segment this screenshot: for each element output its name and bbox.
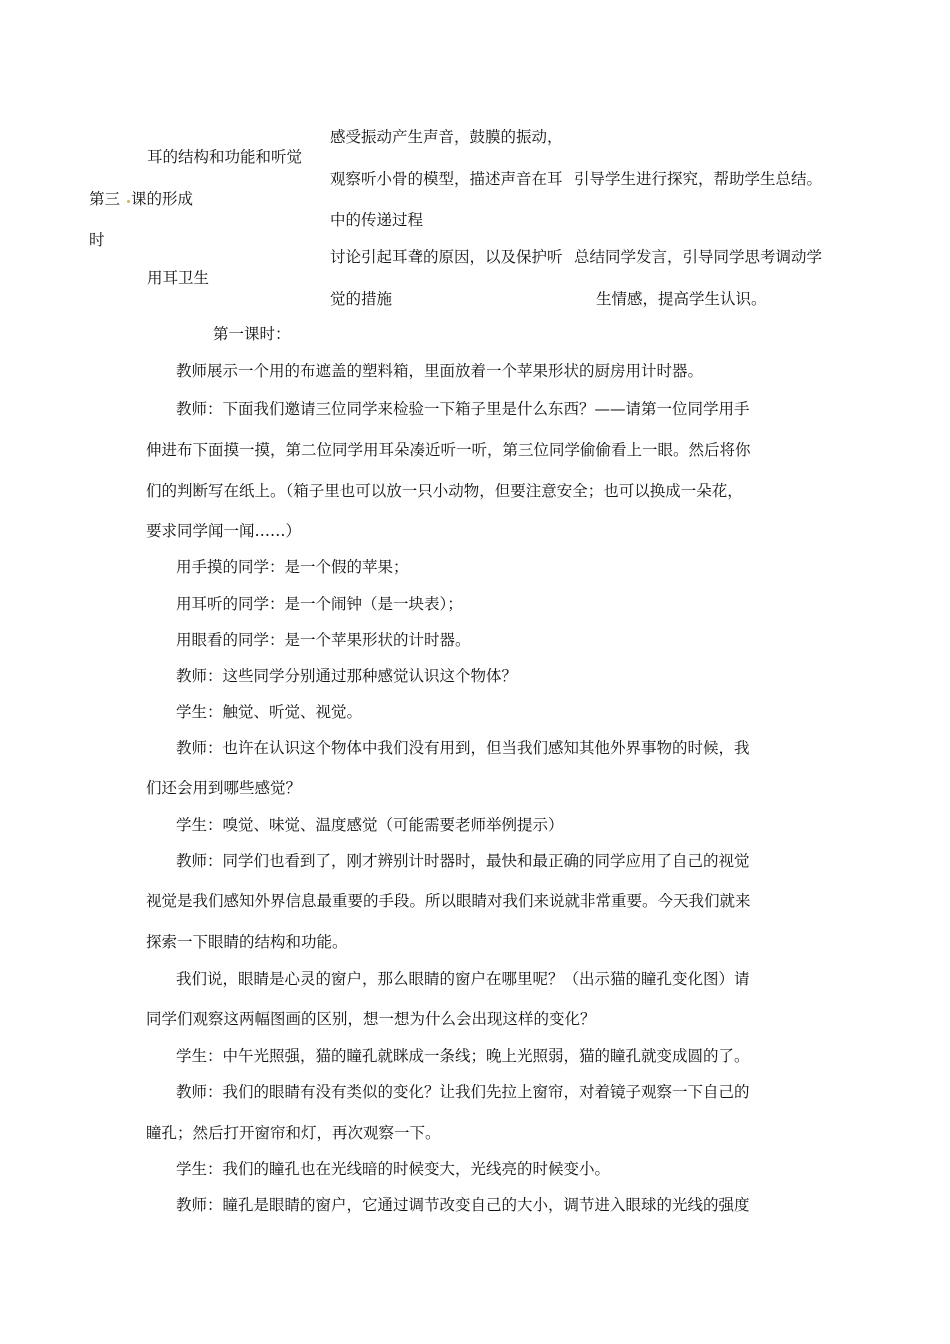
body-line: 伸进布下面摸一摸，第二位同学用耳朵凑近听一听，第三位同学偷偷看上一眼。然后将你 (146, 441, 751, 459)
body-line: 用耳听的同学：是一个闹钟（是一块表）； (176, 595, 463, 613)
body-line: 学生：我们的瞳孔也在光线暗的时候变大，光线亮的时候变小。 (176, 1160, 611, 1178)
section-heading: 第一课时： (213, 325, 291, 343)
table-right-line-2: 总结同学发言，引导同学思考调动学 (574, 248, 823, 266)
table-left-topic: 耳的结构和功能和听觉 (147, 148, 303, 166)
body-line: 们还会用到哪些感觉？ (146, 779, 302, 797)
table-right-line-1: 引导学生进行探究，帮助学生总结。 (574, 170, 823, 188)
body-line: 教师：这些同学分别通过那种感觉认识这个物体？ (176, 667, 518, 685)
period-label-a: 第三 (89, 190, 121, 208)
table-mid-line-4: 讨论引起耳聋的原因，以及保护听 (330, 248, 563, 266)
body-line: 我们说，眼睛是心灵的窗户，那么眼睛的窗户在哪里呢？（出示猫的瞳孔变化图）请 (176, 970, 750, 988)
body-line: 用眼看的同学：是一个苹果形状的计时器。 (176, 631, 471, 649)
body-line: 们的判断写在纸上。（箱子里也可以放一只小动物，但要注意安全；也可以换成一朵花， (146, 482, 743, 500)
table-mid-line-1: 感受振动产生声音，鼓膜的振动， (330, 128, 563, 146)
table-mid-line-3: 中的传递过程 (330, 211, 424, 229)
body-line: 用手摸的同学：是一个假的苹果； (176, 558, 409, 576)
body-line: 学生：中午光照强，猫的瞳孔就眯成一条线；晚上光照弱，猫的瞳孔就变成圆的了。 (176, 1047, 750, 1065)
table-left-topic-2: 用耳卫生 (147, 269, 210, 287)
body-line: 教师展示一个用的布遮盖的塑料箱，里面放着一个苹果形状的厨房用计时器。 (176, 362, 704, 380)
period-label-b: 课的形成 (131, 190, 194, 208)
body-line: 学生：触觉、听觉、视觉。 (176, 703, 363, 721)
body-line: 学生：嗅觉、味觉、温度感觉（可能需要老师举例提示） (176, 816, 564, 834)
body-line: 同学们观察这两幅图画的区别，想一想为什么会出现这样的变化？ (146, 1010, 596, 1028)
table-right-line-3: 生情感，提高学生认识。 (596, 290, 767, 308)
body-line: 要求同学闻一闻……） (146, 522, 302, 540)
body-line: 教师：瞳孔是眼睛的窗户，它通过调节改变自己的大小，调节进入眼球的光线的强度 (176, 1196, 750, 1214)
body-line: 教师：也许在认识这个物体中我们没有用到，但当我们感知其他外界事物的时候，我 (176, 739, 750, 757)
mark-dot (127, 200, 130, 203)
body-line: 瞳孔；然后打开窗帘和灯，再次观察一下。 (146, 1124, 441, 1142)
table-mid-line-2: 观察听小骨的模型，描述声音在耳 (330, 170, 563, 188)
body-line: 探索一下眼睛的结构和功能。 (146, 933, 348, 951)
body-line: 教师：我们的眼睛有没有类似的变化？让我们先拉上窗帘，对着镜子观察一下自己的 (176, 1083, 750, 1101)
body-line: 教师：同学们也看到了，刚才辨别计时器时，最快和最正确的同学应用了自己的视觉 (176, 852, 750, 870)
body-line: 视觉是我们感知外界信息最重要的手段。所以眼睛对我们来说就非常重要。今天我们就来 (146, 892, 751, 910)
period-label-c: 时 (89, 231, 105, 249)
table-mid-line-5: 觉的措施 (330, 290, 393, 308)
body-line: 教师：下面我们邀请三位同学来检验一下箱子里是什么东西？——请第一位同学用手 (176, 400, 750, 418)
